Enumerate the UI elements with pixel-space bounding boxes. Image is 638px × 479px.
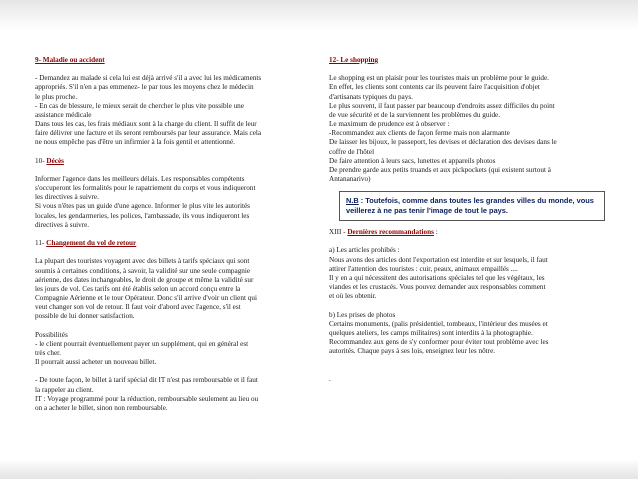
s13a-line: et où les obtenir.: [329, 292, 377, 301]
s11-final-line: on a acheter le billet, sinon non remboursable.: [35, 403, 168, 412]
left-column: [35, 56, 309, 413]
s13-colon: :: [433, 228, 438, 237]
s12-line: En effet, les clients sont contents car ils peuvent faire l'acquisition d'objet: [329, 83, 540, 92]
end-mark: .: [329, 374, 331, 383]
section-10-heading: [35, 157, 309, 166]
s10-title: Décès: [46, 156, 64, 165]
s11-title: Changement du vol de retour: [46, 239, 137, 248]
bottom-gradient-bar: [0, 459, 638, 479]
right-column: [329, 56, 604, 384]
s13b-line: quelques ateliers, les camps militaires) sont interdits à la photographie.: [329, 328, 533, 337]
s12-line: De prendre garde aux petits truands et aux pickpockets (qui existent surtout à: [329, 165, 551, 174]
s11-line: les jours de vol. Ces tarifs ont été établis selon un accord conçu entre la: [35, 284, 241, 293]
s12-line: Le shopping est un plaisir pour les touristes mais un problème pour le guide.: [329, 74, 549, 83]
s10-num: 10-: [35, 156, 45, 165]
s13a-line: a) Les articles prohibés :: [329, 246, 400, 255]
possibility-line: Il pourrait aussi acheter un nouveau billet.: [35, 358, 157, 367]
section-12-title: 12- Le shopping: [329, 56, 379, 64]
section-9-heading: [35, 56, 309, 65]
top-gradient-bar: [0, 0, 638, 30]
possibility-line: - le client pourrait éventuellement payer un supplément, qui en général est: [35, 339, 249, 348]
s10-line: s'occuperont les formalités pour le rapatriement du corps et vous indiqueront: [35, 184, 256, 193]
s9-line: appropriés. S'il n'en a pas emmenez- le par tous les moyens chez le médecin: [35, 83, 254, 92]
section-13-heading: [329, 228, 604, 237]
section-11-heading: [35, 239, 309, 248]
nb-label: N.B: [346, 196, 359, 206]
s9-line: Dans tous les cas, les frais médiaux sont à la charge du client. Il suffit de leur: [35, 120, 257, 129]
s10-line: Si vous n'êtes pas un guide d'une agence. Informer le plus vite les autorités: [35, 202, 250, 211]
s9-line: assistance médicale: [35, 110, 92, 119]
s12-line: De faire attention à leurs sacs, lunettes et appareils photos: [329, 156, 496, 165]
s11-line: veut changer son vol de retour. Il faut voir d'abord avec l'agence, s'il est: [35, 303, 241, 312]
s9-line: - En cas de blessure, le mieux serait de chercher le plus vite possible une: [35, 101, 244, 110]
s12-line: Le maximum de prudence est à observer :: [329, 120, 450, 129]
s12-line: Le plus souvent, il faut passer par beaucoup d'endroits assez difficiles du point: [329, 101, 555, 110]
s13a-line: attirer l'attention des touristes : cuir, peaux, animaux empaillés ....: [329, 264, 518, 273]
s13b-line: b) Les prises de photos: [329, 310, 396, 319]
s13a-line: Il y en a qui nécessitent des autorisations spéciales tel que les végétaux, les: [329, 273, 545, 282]
s12-line: De laisser les bijoux, le passeport, les devises et déclaration des devises dans le: [329, 138, 557, 147]
s11-final-line: IT : Voyage programmé pour la réduction, remboursable seulement au lieu ou: [35, 394, 259, 403]
s12-line: de vue sécurité et de la surviennent les problèmes du guide.: [329, 110, 501, 119]
section-9-title: 9- Maladie ou accident: [35, 56, 105, 64]
s11-final-line: - De toute façon, le billet à tarif spécial dit IT n'est pas remboursable et il faut: [35, 376, 258, 385]
s11-line: soumis à certaines conditions, à savoir, la validité sur une seule compagnie: [35, 266, 251, 275]
s9-line: le plus proche.: [35, 92, 78, 101]
nb-note-box: [339, 191, 605, 221]
section-12-heading: [329, 56, 604, 65]
s11-line: Compagnie Aérienne et le tour Opérateur. Donc s'il arrive d'voir un client qui: [35, 293, 257, 302]
possibilities-title: Possibilités: [35, 330, 68, 339]
nb-text: : Toutefois, comme dans toutes les grandes villes du monde, vous veillerez à ne pas tenir l'image de tout le pays.: [346, 196, 594, 216]
s13-title: Dernières recommandations: [347, 228, 434, 237]
s12-line: coffre de l'hôtel: [329, 147, 375, 156]
s13a-line: viandes et les crustacés. Vous pouvez demander aux responsables comment: [329, 283, 546, 292]
s13b-line: Certains monuments, (palis présidentiel, tombeaux, l'intérieur des musées et: [329, 319, 548, 328]
s11-line: aérienne, des dates inchangeables, le droit de groupe et même la validité sur: [35, 275, 254, 284]
s9-line: ne nous empêche pas d'être un infirmier à la fois gentil et attentionné.: [35, 138, 235, 147]
s10-line: Informer l'agence dans les meilleurs délais. Les responsables compétents: [35, 174, 245, 183]
s13b-line: Recommandez aux gens de s'y conformer pour éviter tout problème avec les: [329, 338, 549, 347]
s11-final-line: la rappeler au client.: [35, 385, 94, 394]
s12-line: -Recommandez aux clients de façon ferme mais non alarmante: [329, 129, 510, 138]
s11-num: 11-: [35, 239, 45, 248]
s13a-line: Nous avons des articles dont l'exportation est interdite et sur lesquels, il faut: [329, 255, 548, 264]
s13b-line: autorités. Chaque pays à ses lois, enseignez leur les nôtre.: [329, 347, 496, 356]
possibility-line: très cher.: [35, 348, 61, 357]
s9-line: faire délivrer une facture et ils seront remboursés par leur assurance. Mais cela: [35, 129, 262, 138]
s9-line: - Demandez au malade si cela lui est déjà arrivé s'il a avec lui les médicaments: [35, 74, 262, 83]
s10-line: directives à suivre.: [35, 220, 90, 229]
s13-num: XIII -: [329, 228, 346, 237]
s10-line: locales, les gendarmeries, les polices, l'ambassade, ils vous indiqueront les: [35, 211, 250, 220]
s11-line: La plupart des touristes voyagent avec des billets à tarifs spéciaux qui sont: [35, 257, 250, 266]
s12-line: d'artisanats typiques du pays.: [329, 92, 413, 101]
s11-line: possible de lui donner satisfaction.: [35, 312, 135, 321]
s12-line: Antananarivo): [329, 175, 371, 184]
s10-line: les directives à suivre.: [35, 193, 99, 202]
